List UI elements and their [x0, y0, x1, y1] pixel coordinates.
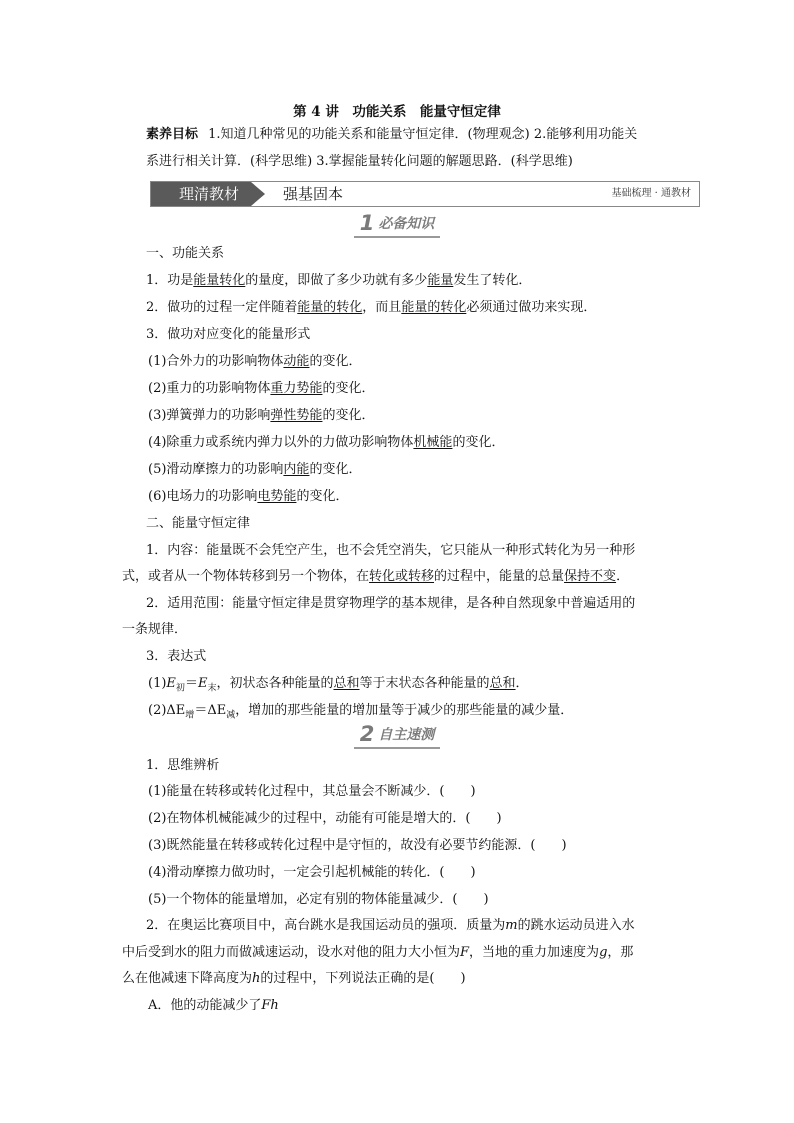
list-item	[148, 434, 504, 452]
underlined-term: 能量的转化	[297, 300, 363, 315]
lesson-title: 第 4 讲 功能关系 能量守恒定律	[293, 104, 501, 120]
text: 的跳水运动员进入水	[517, 918, 635, 933]
goals-line-1	[146, 126, 637, 144]
section-label-2: 自主速测	[378, 727, 435, 743]
text: A．他的动能减少了	[148, 998, 262, 1013]
list-item	[148, 407, 374, 425]
text: 的过程中，能量的总量	[434, 569, 565, 584]
text: 必须通过做功来实现．	[466, 300, 597, 315]
question-2-line-3	[122, 970, 466, 988]
math-var: g	[599, 945, 608, 960]
underlined-term: 内能	[283, 462, 310, 477]
text: 1．功是	[146, 273, 194, 288]
math-var: E	[166, 676, 176, 691]
text: 2．做功的过程一定伴随着	[146, 300, 298, 315]
underlined-term: 动能	[283, 354, 310, 369]
para-3: 3．做功对应变化的能量形式	[146, 327, 311, 342]
question-2-line-1	[146, 917, 635, 935]
underlined-term: 电势能	[257, 489, 297, 504]
judgement-item: (1)能量在转移或转化过程中，其总量会不断减少．( )	[148, 784, 476, 799]
text: 的量度，即做了多少功就有多少	[245, 273, 428, 288]
underlined-term: 保持不变	[564, 569, 617, 584]
math-var: F	[460, 945, 470, 960]
text: ＝	[184, 676, 198, 691]
text: ，初状态各种能量的	[216, 676, 334, 691]
option-a	[148, 997, 279, 1015]
section-number-1: 1	[359, 211, 375, 235]
text: (2)重力的功影响物体	[148, 381, 271, 396]
text: ，增加的那些能量的增加量等于减少的那些能量的减少量．	[235, 703, 574, 718]
text: 发生了转化．	[453, 273, 532, 288]
text: 的变化．	[452, 435, 505, 450]
text: (3)弹簧弹力的功影响	[148, 408, 271, 423]
text: 的变化．	[322, 408, 375, 423]
text: 式，或者从一个物体转移到另一个物体，在	[122, 569, 370, 584]
banner-right-label: 基础梳理 · 通教材	[611, 188, 691, 199]
text: 2．在奥运比赛项目中，高台跳水是我国运动员的强项．质量为	[146, 918, 506, 933]
judgement-item: (2)在物体机械能减少的过程中，动能有可能是增大的．( )	[148, 811, 502, 826]
text: 中后受到水的阻力而做减速运动，设水对他的阻力大小恒为	[122, 945, 461, 960]
content-line-2	[122, 568, 629, 586]
text: (4)除重力或系统内弹力以外的力做功影响物体	[148, 435, 414, 450]
subscript: 减	[226, 710, 236, 721]
math-var: Fh	[261, 998, 279, 1013]
text: 等于末状态各种能量的	[359, 676, 490, 691]
section-banner	[150, 181, 700, 207]
list-item	[148, 380, 374, 398]
judgement-item: (3)既然能量在转移或转化过程中是守恒的，故没有必要节约能源．( )	[148, 838, 567, 853]
expression-heading: 3．表达式	[146, 649, 207, 664]
text: ．	[515, 676, 529, 691]
list-item	[148, 488, 348, 506]
list-item	[148, 353, 361, 371]
heading-energy-conservation: 二、能量守恒定律	[146, 516, 251, 531]
goals-label: 素养目标	[146, 127, 199, 142]
math-var: m	[505, 918, 518, 933]
underlined-term: 能量转化	[193, 273, 246, 288]
subscript: 末	[207, 683, 217, 694]
underlined-term: 转化或转移	[369, 569, 435, 584]
scope-line-1: 2．适用范围：能量守恒定律是贯穿物理学的基本规律，是各种自然现象中普遍适用的	[146, 596, 636, 611]
text: ，当地的重力加速度为	[469, 945, 600, 960]
scope-line-2: 一条规律．	[122, 622, 188, 637]
underlined-term: 能量	[427, 273, 454, 288]
section-heading-1	[0, 212, 794, 238]
section-heading-2	[0, 723, 794, 749]
judgement-item: (5)一个物体的能量增加，必定有别的物体能量减少．( )	[148, 892, 489, 907]
subscript: 初	[175, 683, 185, 694]
heading-function-energy: 一、功能关系	[146, 246, 225, 261]
math-var: E	[197, 676, 208, 691]
text: (2)ΔE	[148, 703, 186, 718]
text: (1)合外力的功影响物体	[148, 354, 284, 369]
section-label-1: 必备知识	[378, 216, 435, 232]
text: ．	[616, 569, 630, 584]
para-1	[146, 272, 531, 290]
text: (1)	[148, 676, 167, 691]
judgement-item: (4)滑动摩擦力做功时，一定会引起机械能的转化．( )	[148, 865, 476, 880]
text: (5)滑动摩擦力的功影响	[148, 462, 284, 477]
question-1-heading: 1．思维辨析	[146, 758, 220, 773]
text: 么在他减速下降高度为	[122, 971, 253, 986]
text: ＝ΔE	[194, 703, 227, 718]
expression-1	[148, 675, 529, 698]
question-2-line-2	[122, 944, 633, 962]
underlined-term: 能量的转化	[401, 300, 467, 315]
banner-middle-label: 强基固本	[283, 185, 344, 203]
text: 的变化．	[309, 462, 362, 477]
text: 的变化．	[296, 489, 349, 504]
underlined-term: 弹性势能	[270, 408, 323, 423]
subscript: 增	[185, 710, 195, 721]
text: ，那	[607, 945, 634, 960]
banner-left-label: 理清教材	[179, 185, 240, 203]
content-line-1: 1．内容：能量既不会凭空产生，也不会凭空消失，它只能从一种形式转化为另一种形	[146, 543, 636, 558]
text: (6)电场力的功影响	[148, 489, 258, 504]
text: ，而且	[362, 300, 402, 315]
underlined-term: 总和	[333, 676, 360, 691]
goals-line-2: 系进行相关计算．(科学思维) 3.掌握能量转化问题的解题思路．(科学思维)	[146, 154, 573, 169]
para-2	[146, 299, 596, 317]
underlined-term: 重力势能	[270, 381, 323, 396]
text: 的变化．	[309, 354, 362, 369]
underlined-term: 总和	[489, 676, 516, 691]
text: 的过程中，下列说法正确的是( )	[260, 971, 466, 986]
section-number-2: 2	[359, 722, 375, 746]
text: 的变化．	[322, 381, 375, 396]
list-item	[148, 461, 361, 479]
goals-text-1: 1.知道几种常见的功能关系和能量守恒定律．(物理观念) 2.能够利用功能关	[208, 127, 638, 142]
underlined-term: 机械能	[413, 435, 453, 450]
banner-arrow-icon	[251, 182, 273, 206]
math-var: h	[252, 971, 261, 986]
